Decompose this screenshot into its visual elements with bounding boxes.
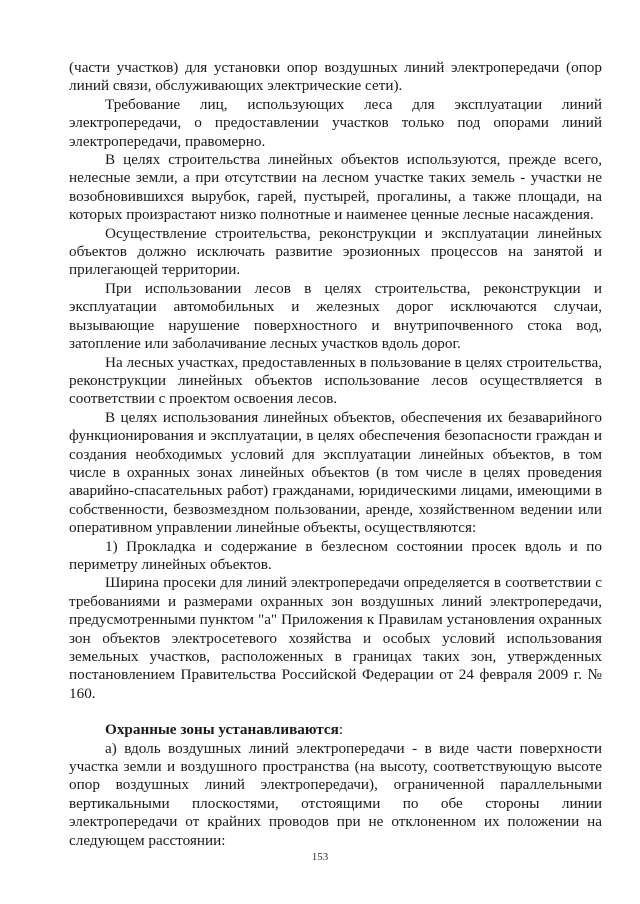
section-heading (69, 721, 602, 739)
paragraph-continuation: (части участков) для установки опор воздушных линий электропередачи (опор линий связи, обслуживающих электрические сети). (69, 59, 602, 95)
paragraph-clearing: 1) Прокладка и содержание в безлесном состоянии просек вдоль и по периметру линейных объектов. (69, 537, 602, 573)
paragraph-clearing-width: Ширина просеки для линий электропередачи определяется в соответствии с требованиями и размерами охранных зон воздушных линий электропередачи, предусмотренными пунктом "а" Приложения к Правилам установления охранных зон объектов электросетевого хозяйства и особых условий использования земельных участков, расположенных в границах таких зон, утвержденных постановлением Правительства Российской Федерации от 24 февраля 2009 г. № 160. (69, 574, 602, 702)
paragraph-land-use: В целях строительства линейных объектов используются, прежде всего, нелесные земли, а при отсутствии на лесном участке таких земель - участки не возобновившихся вырубок, гарей, пустырей, прогалины, а также площади, на которых произрастают низко полнотные и наименее ценные лесные насаждения. (69, 151, 602, 224)
paragraph-forest-plan: На лесных участках, предоставленных в пользование в целях строительства, реконструкции линейных объектов использование лесов осуществляется в соответствии с проектом освоения лесов. (69, 353, 602, 408)
paragraph-roads: При использовании лесов в целях строительства, реконструкции и эксплуатации автомобильных и железных дорог исключаются случаи, вызывающие нарушение поверхностного и внутрипочвенного стока вод, затопление или заболачивание лесных участков вдоль дорог. (69, 279, 602, 353)
section-heading-label: Охранные зоны устанавливаются (105, 721, 339, 739)
page-number: 153 (311, 851, 329, 863)
section-heading-colon: : (338, 721, 344, 739)
blank-line (69, 703, 602, 721)
paragraph-operation: В целях использования линейных объектов, обеспечения их безаварийного функционирования и эксплуатации, в целях обеспечения безопасности граждан и создания необходимых условий для эксплуатации линейных объектов, в том числе в охранных зонах линейных объектов (в том числе в целях проведения аварийно-спасательных работ) гражданами, юридическими лицами, имеющими в собственности, безвозмездном пользовании, аренде, хозяйственном ведении или оперативном управлении линейные объекты, осуществляются: (69, 408, 602, 537)
document-page (69, 59, 602, 850)
paragraph-protection-zone-a: а) вдоль воздушных линий электропередачи - в виде части поверхности участка земли и воздушного пространства (на высоту, соответствующую высоте опор воздушных линий электропередачи), ограниченной параллельными вертикальными плоскостями, отстоящими по обе стороны линии электропередачи от крайних проводов при не отклоненном их положении на следующем расстоянии: (69, 739, 602, 849)
paragraph-erosion: Осуществление строительства, реконструкции и эксплуатации линейных объектов должно исключать развитие эрозионных процессов на занятой и прилегающей территории. (69, 224, 602, 279)
paragraph-requirement: Требование лиц, использующих леса для эксплуатации линий электропередачи, о предоставлении участков только под опорами линий электропередачи, правомерно. (69, 95, 602, 150)
